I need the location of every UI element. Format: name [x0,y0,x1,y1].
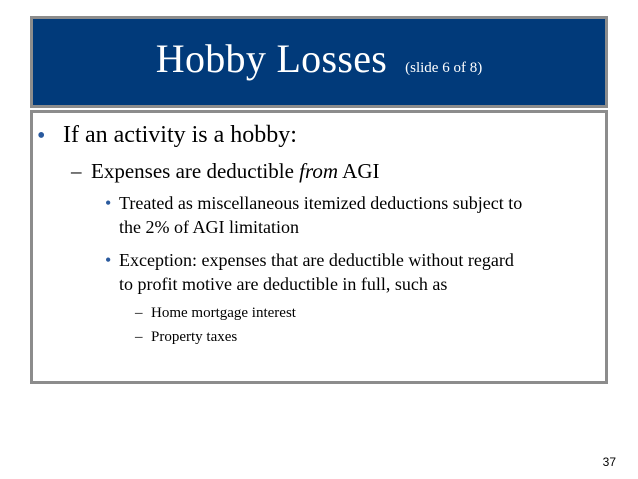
level1-bullet-icon: • [37,123,46,149]
level3-bullet-icon: • [105,250,112,270]
slide-content-box [30,110,608,384]
slide-title-bar [30,16,608,108]
expenses-text-post: AGI [338,159,380,183]
bullet-item-misc-line2: the 2% of AGI limitation [119,217,299,237]
slide-subtitle: (slide 6 of 8) [405,59,483,76]
title-wrap [156,35,482,82]
level2-dash-icon: – [71,159,82,183]
expenses-text-pre: Expenses are deductible [91,159,300,183]
slide-title: Hobby Losses [155,35,388,81]
bullet-item-mortgage: Home mortgage interest [151,305,296,321]
bullet-item-expenses [91,159,380,184]
bullet-item-hobby: If an activity is a hobby: [63,122,297,148]
level4-dash-icon: – [135,305,143,321]
level3-bullet-icon: • [105,193,112,213]
bullet-item-exception-line1: Exception: expenses that are deductible without regard [119,250,514,270]
level4-dash-icon: – [135,329,143,345]
bullet-item-misc-line1: Treated as miscellaneous itemized deductions subject to [119,193,523,213]
page-number: 37 [602,455,616,469]
bullet-item-property-taxes: Property taxes [151,329,238,345]
bullet-item-exception-line2: to profit motive are deductible in full, such as [119,274,448,294]
expenses-text-emphasis: from [299,159,339,183]
